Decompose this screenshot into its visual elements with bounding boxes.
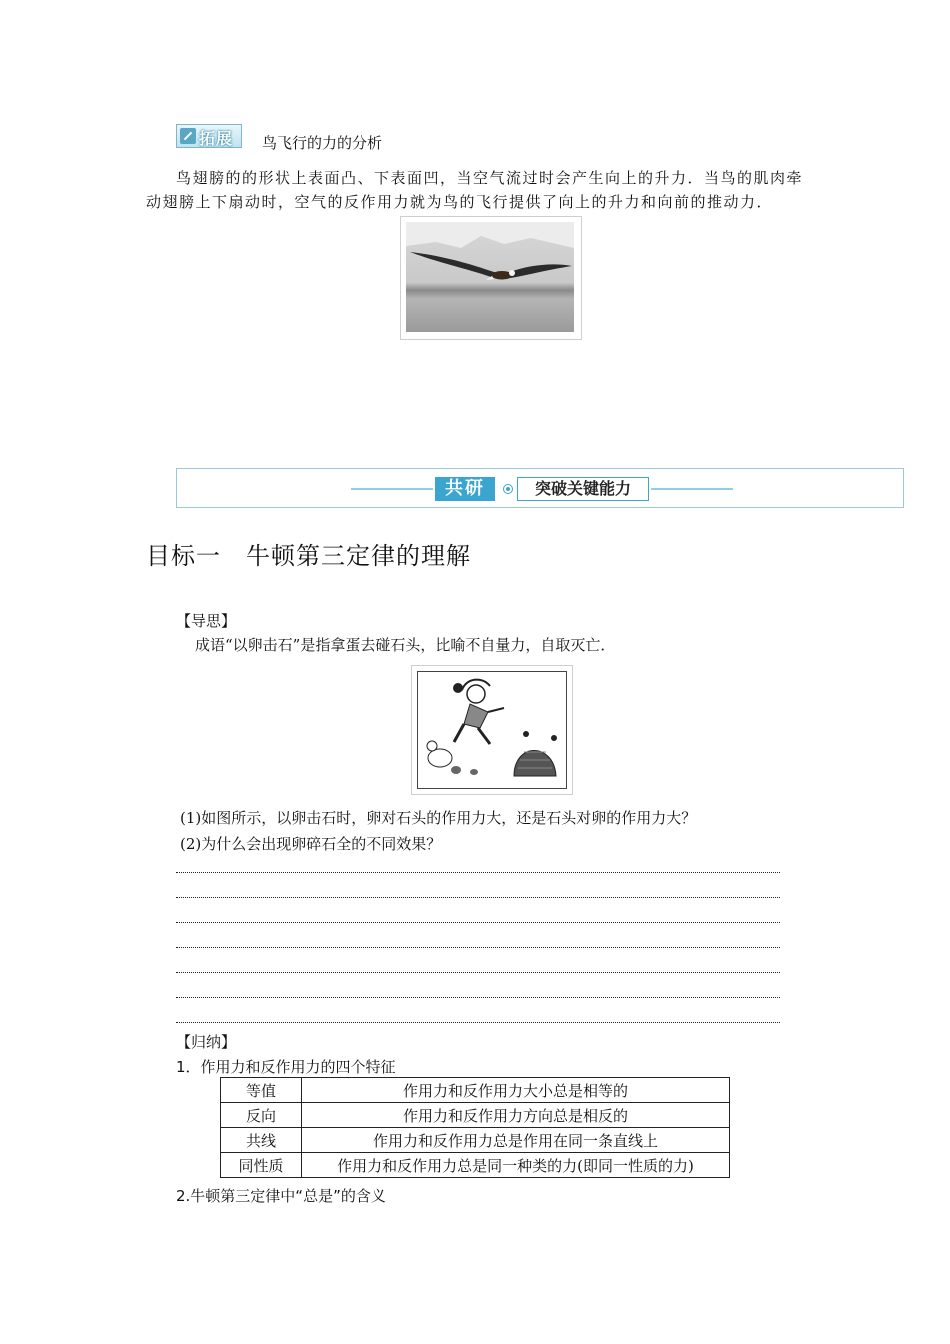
extension-title: 鸟飞行的力的分析 — [262, 134, 383, 152]
table-key: 同性质 — [221, 1153, 302, 1178]
table-value: 作用力和反作用力总是作用在同一条直线上 — [302, 1128, 730, 1153]
banner-right-label: 突破关键能力 — [534, 479, 631, 498]
banner-divider-left — [351, 488, 433, 490]
banner-left-label: 共研 — [445, 478, 485, 499]
answer-line[interactable] — [176, 872, 780, 873]
table-row — [221, 1128, 730, 1153]
extension-badge — [176, 124, 242, 148]
guide-question-2: (2)为什么会出现卵碎石全的不同效果？ — [180, 835, 442, 853]
table-row — [221, 1103, 730, 1128]
section-banner — [176, 468, 904, 508]
cartoon-illustration-icon — [418, 672, 566, 788]
table-key: 等值 — [221, 1078, 302, 1103]
egg-stone-cartoon — [411, 665, 573, 795]
answer-line[interactable] — [176, 922, 780, 923]
table-row — [221, 1078, 730, 1103]
table-value: 作用力和反作用力大小总是相等的 — [302, 1078, 730, 1103]
features-table — [220, 1077, 730, 1178]
table-value: 作用力和反作用力方向总是相反的 — [302, 1103, 730, 1128]
answer-line[interactable] — [176, 1022, 780, 1023]
table-key: 反向 — [221, 1103, 302, 1128]
extension-badge-label: 拓展 — [199, 129, 234, 148]
pencil-icon — [180, 128, 196, 144]
table-value: 作用力和反作用力总是同一种类的力(即同一性质的力) — [302, 1153, 730, 1178]
guide-question-1: (1)如图所示，以卵击石时，卵对石头的作用力大，还是石头对卵的作用力大？ — [180, 809, 697, 827]
eagle-icon — [406, 222, 574, 332]
banner-left-box — [435, 477, 495, 501]
summary-heading: 【归纳】 — [176, 1033, 237, 1051]
guide-text: 成语“以卵击石”是指拿蛋去碰石头，比喻不自量力，自取灭亡． — [195, 636, 616, 654]
banner-divider-right — [651, 488, 733, 490]
answer-line[interactable] — [176, 947, 780, 948]
summary-item-2-title: 2.牛顿第三定律中“总是”的含义 — [176, 1187, 386, 1205]
answer-line[interactable] — [176, 997, 780, 998]
eagle-photo — [400, 216, 582, 340]
table-row — [221, 1153, 730, 1178]
answer-line[interactable] — [176, 972, 780, 973]
summary-item-1-title: 1．作用力和反作用力的四个特征 — [176, 1058, 396, 1076]
table-key: 共线 — [221, 1128, 302, 1153]
answer-line[interactable] — [176, 897, 780, 898]
circle-dot-icon — [503, 484, 513, 494]
banner-right-box — [517, 477, 649, 501]
section-title: 目标一 牛顿第三定律的理解 — [146, 542, 471, 570]
extension-paragraph-line-2: 动翅膀上下扇动时，空气的反作用力就为鸟的飞行提供了向上的升力和向前的推动力． — [146, 193, 774, 211]
extension-paragraph-line-1: 鸟翅膀的的形状上表面凸、下表面凹，当空气流过时会产生向上的升力．当鸟的肌肉牵 — [176, 169, 804, 187]
guide-heading: 【导思】 — [176, 612, 237, 630]
